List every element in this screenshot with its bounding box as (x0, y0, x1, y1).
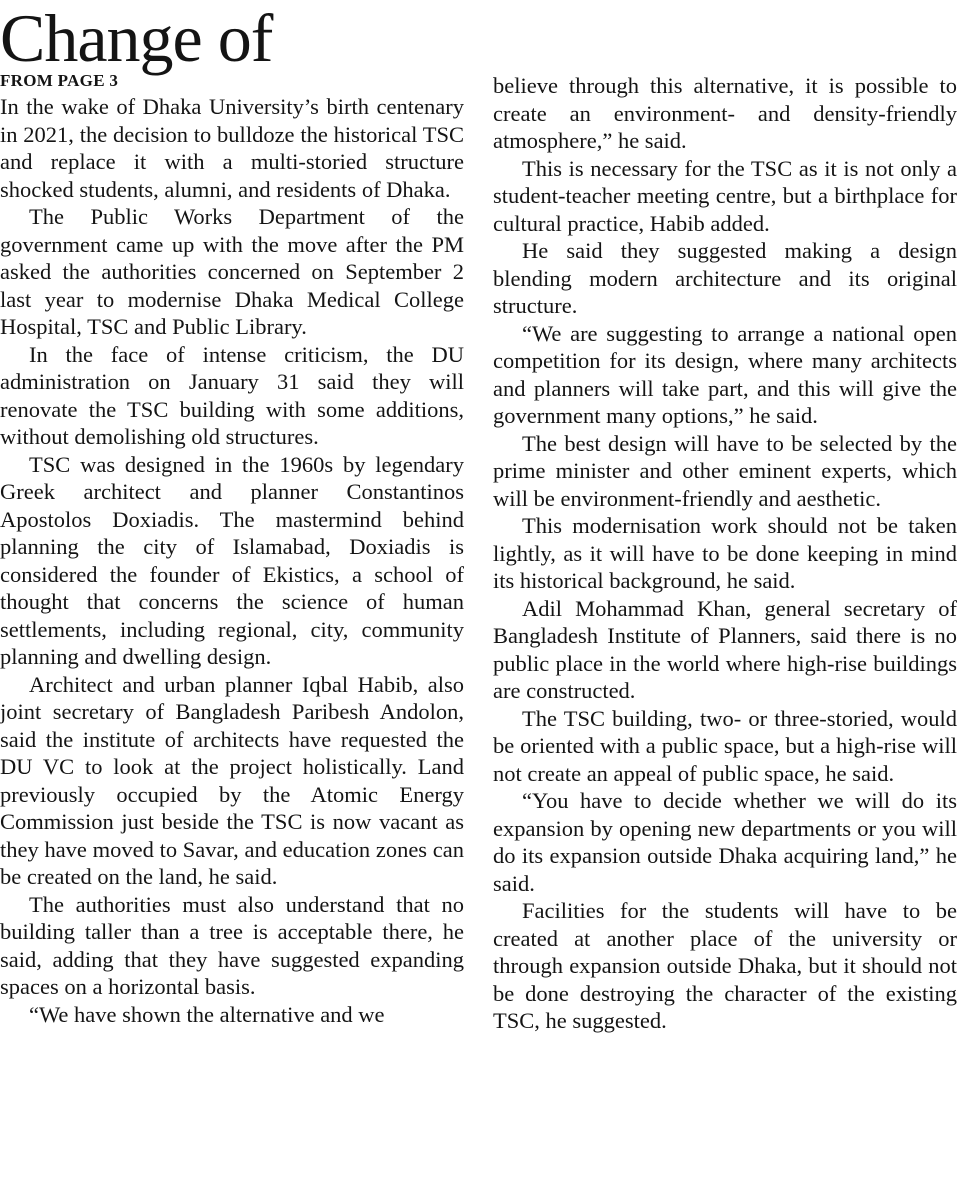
paragraph: Facilities for the students will have to be created at another place of the university or through expansion outside Dhaka, but it should not be done destroying the character of the existing TSC, he suggested. (493, 898, 957, 1033)
article-column-left (0, 93, 464, 1028)
paragraph: Adil Mohammad Khan, general secretary of Bangladesh Institute of Planners, said there is no public place in the world where high-rise buildings are constructed. (493, 595, 957, 703)
paragraph: This modernisation work should not be taken lightly, as it will have to be done keeping in mind its historical background, he said. (493, 513, 957, 593)
paragraph: In the wake of Dhaka University’s birth centenary in 2021, the decision to bulldoze the historical TSC and replace it with a multi-storied structure shocked students, alumni, and residents of Dhaka. (0, 94, 464, 202)
paragraph: The best design will have to be selected by the prime minister and other eminent experts, which will be environment-friendly and aesthetic. (493, 430, 957, 511)
paragraph: “We are suggesting to arrange a national open competition for its design, where many architects and planners will take part, and this will give the government many options,” he said. (493, 320, 957, 428)
paragraph: In the face of intense criticism, the DU administration on January 31 said they will renovate the TSC building with some additions, without demolishing old structures. (0, 341, 464, 449)
jump-line: FROM PAGE 3 (0, 71, 119, 90)
paragraph: TSC was designed in the 1960s by legendary Greek architect and planner Constantinos Apostolos Doxiadis. The mastermind behind planning the city of Islamabad, Doxiadis is considered the founder of Ekistics, a school of thought that concerns the science of human settlements, including regional, city, community planning and dwelling design. (0, 451, 464, 669)
paragraph: He said they suggested making a design blending modern architecture and its original structure. (493, 238, 957, 318)
paragraph-continued: believe through this alternative, it is possible to create an environment- and density-friendly atmosphere,” he said. (493, 73, 957, 153)
paragraph: Architect and urban planner Iqbal Habib, also joint secretary of Bangladesh Paribesh Andolon, said the institute of architects have requested the DU VC to look at the project holistically. Land previously occupied by the Atomic Energy Commission just beside the TSC is now vacant as they have moved to Savar, and education zones can be created on the land, he said. (0, 671, 464, 889)
paragraph: “We have shown the alternative and we (29, 1001, 385, 1027)
paragraph: This is necessary for the TSC as it is not only a student-teacher meeting centre, but a birthplace for cultural practice, Habib added. (493, 155, 957, 236)
paragraph: The authorities must also understand that no building taller than a tree is acceptable there, he said, adding that they have suggested expanding spaces on a horizontal basis. (0, 891, 464, 999)
headline: Change of (0, 0, 273, 76)
paragraph: The Public Works Department of the government came up with the move after the PM asked the authorities concerned on September 2 last year to modernise Dhaka Medical College Hospital, TSC and Public Library. (0, 204, 464, 339)
article-column-right (493, 72, 957, 1035)
paragraph: “You have to decide whether we will do its expansion by opening new departments or you will do its expansion outside Dhaka acquiring land,” he said. (493, 788, 957, 896)
paragraph: The TSC building, two- or three-storied, would be oriented with a public space, but a high-rise will not create an appeal of public space, he said. (493, 705, 957, 786)
